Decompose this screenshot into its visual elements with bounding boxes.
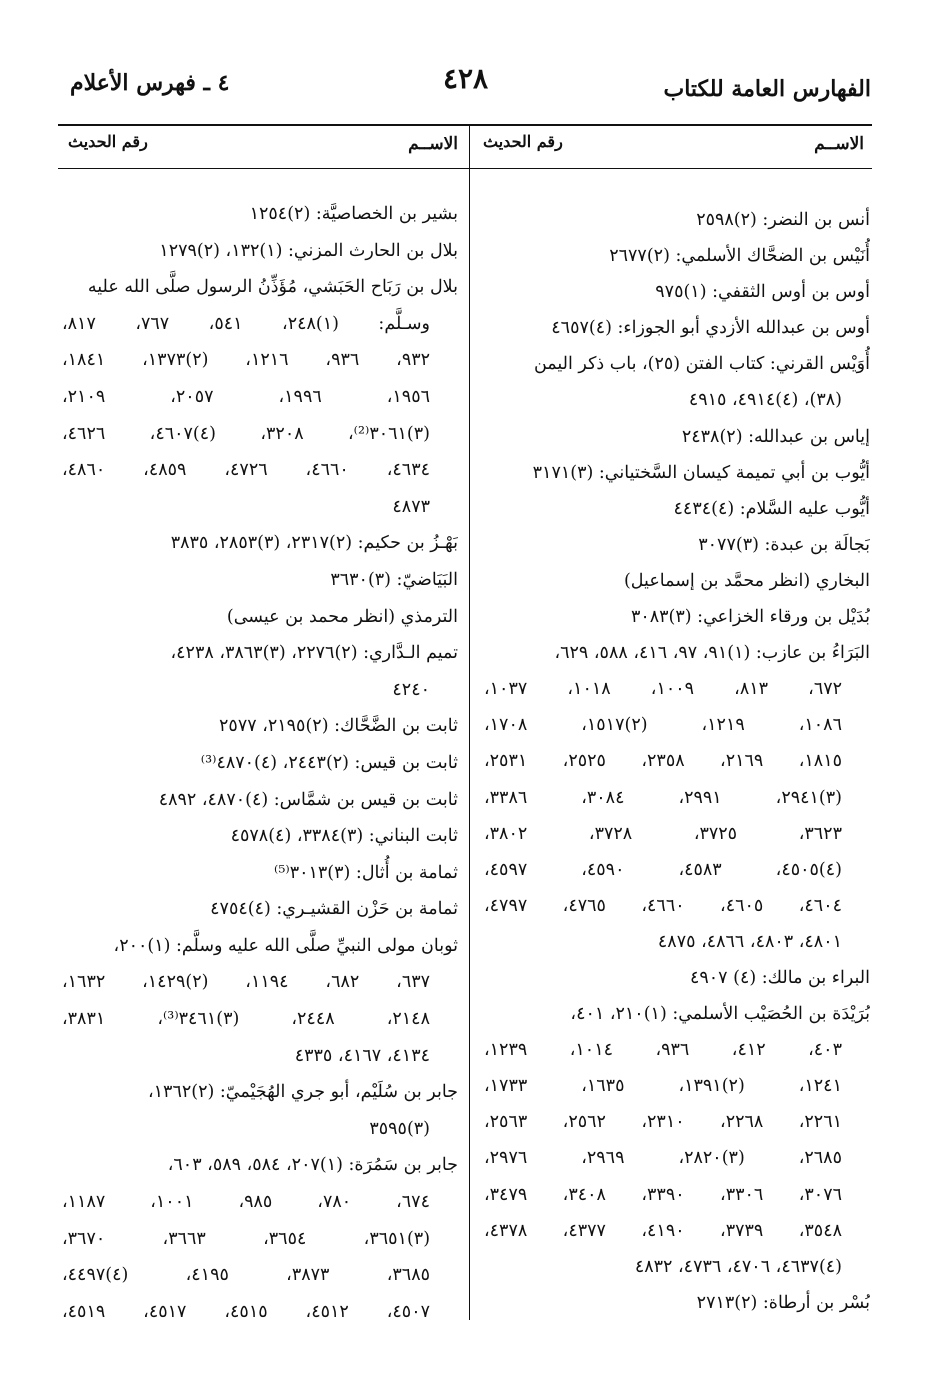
name-column-label: الاســم [814, 134, 864, 154]
column-divider [469, 124, 470, 1320]
index-entry: أوس بن عبدالله الأزدي أبو الجوزاء: (٤)٤٦٥٧ [551, 318, 870, 339]
index-entry: ثوبان مولى النبيِّ صلَّى الله عليه وسلَّم: (١)٢٠٠، [113, 935, 458, 956]
index-entry-continuation: ١٠٨٦، ١٢١٩، (٢)١٥١٧، ١٧٠٨، [484, 715, 842, 736]
index-entry: جابر بن سُلَيْم، أبو جري الهُجَيْميّ: (٢)١٣٦٢، [148, 1082, 458, 1103]
running-header [60, 62, 871, 106]
index-entry: بُسْر بن أرطاة: (٢)٢٧١٣ [696, 1292, 870, 1313]
index-entry: بلال بن الحارث المزني: (١)١٣٢، (٢)١٢٧٩ [159, 240, 458, 261]
index-entry-continuation: ٩٣٢، ٩٣٦، ١٢١٦، (٢)١٣٧٣، ١٨٤١، [62, 350, 431, 371]
header-rule [58, 124, 872, 126]
index-entry-continuation: (٣)٣٦٥١، ٣٦٥٤، ٣٦٦٣، ٣٦٧٠، [62, 1228, 431, 1249]
index-entry: أنس بن النضر: (٢)٢٥٩٨ [696, 210, 870, 230]
left-column-header [58, 128, 466, 164]
index-entry-continuation: ٣٠٧٦، ٣٣٠٦، ٣٣٩٠، ٣٤٠٨، ٣٤٧٩، [484, 1184, 843, 1205]
index-entry: بَهْـزُ بن حكيم: (٢)٢٣١٧، (٣)٢٨٥٣، ٣٨٣٥ [170, 533, 458, 554]
index-entry-continuation: (٣)٢٩٤١، ٢٩٩١، ٣٠٨٤، ٣٣٨٦، [484, 787, 842, 808]
index-entry: البَيَاضيّ: (٣)٣٦٣٠ [330, 569, 458, 590]
index-entry: جابر بن سَمُرَة: (١)٢٠٧، ٥٨٤، ٥٨٩، ٦٠٣، [167, 1155, 458, 1176]
index-entry-continuation: (٣)٣٥٩٥ [369, 1118, 430, 1139]
index-entry-continuation: ٣٦٢٣، ٣٧٢٥، ٣٧٢٨، ٣٨٠٢، [484, 823, 842, 844]
index-entry: ثابت بن قيس بن شمَّاس: (٤)٤٨٧٠، ٤٨٩٢ [158, 789, 458, 810]
index-entry: بَجالَة بن عبدة: (٣)٣٠٧٧ [698, 534, 870, 555]
index-entry-continuation: (٣٨)، (٤)٤٩١٤، ٤٩١٥ [688, 390, 842, 411]
index-entry-continuation: ٦٧٢، ٨١٣، ١٠٠٩، ١٠١٨، ١٠٣٧، [484, 679, 843, 700]
index-entry-continuation: (٣)٣٠٦١⁽²⁾، ٣٢٠٨، (٤)٤٦٠٧، ٤٦٢٦، [62, 423, 430, 444]
index-entry: بُدَيْل بن ورقاء الخزاعي: (٣)٣٠٨٣ [630, 607, 870, 628]
index-entry-continuation: ٤٢٤٠ [392, 679, 430, 700]
index-entry: بلال بن رَبَاح الحَبَشي، مُؤَذِّنُ الرسول صلَّى الله عليه [87, 277, 458, 298]
index-entry-continuation: ١٨١٥، ٢١٦٩، ٢٣٥٨، ٢٥٢٥، ٢٥٣١، [484, 751, 843, 772]
index-entry: ثمامة بن أُثال: (٣)٣٠١٣⁽⁵⁾ [274, 862, 458, 883]
index-entry-continuation: ٤٨٧٣ [392, 496, 430, 517]
column-header-rule [58, 168, 872, 169]
index-entry-continuation: ٢٦٨٥، (٣)٢٨٢٠، ٢٩٦٩، ٢٩٧٦، [484, 1148, 842, 1169]
index-entry-continuation: ٢١٤٨، ٢٤٤٨، (٣)٣٤٦١⁽³⁾، ٣٨٣١، [62, 1009, 430, 1030]
index-entry: تميم الـدَّاري: (٢)٢٢٧٦، (٣)٣٨٦٣، ٤٢٣٨، [170, 643, 458, 664]
index-entry: أوس بن أوس الثقفي: (١)٩٧٥ [655, 282, 870, 303]
right-column-header [473, 128, 872, 164]
index-entry: ثابت بن قيس: (٢)٢٤٤٣، (٤)٤٨٧٠⁽³⁾ [200, 752, 458, 773]
index-entry-continuation: ٦٣٧، ٦٨٢، ١١٩٤، (٢)١٤٢٩، ١٦٣٢، [62, 972, 431, 993]
index-entry-continuation: ٤٦٠٤، ٤٦٠٥، ٤٦٦٠، ٤٧٦٥، ٤٧٩٧، [484, 895, 843, 916]
index-entry-continuation: ٤٠٣، ٤١٢، ٩٣٦، ١٠١٤، ١٢٣٩، [484, 1040, 842, 1061]
hadith-number-column-label: رقم الحديث [483, 132, 563, 151]
index-section-title: ٤ ـ فهرس الأعلام [70, 70, 230, 96]
index-entry: ثابت بن الضَّحَّاك: (٢)٢١٩٥، ٢٥٧٧ [219, 716, 458, 737]
index-entry: ثمامة بن حَزْن القشيـري: (٤)٤٧٥٤ [210, 899, 458, 920]
index-entry: أيُّوب عليه السَّلام: (٤)٤٤٣٤ [673, 498, 870, 519]
index-entry: أيُّوب بن أبي تميمة كيسان السَّختياني: (٣)٣١٧١ [532, 462, 870, 483]
index-entry: البخاري (انظر محمَّد بن إسماعيل) [623, 570, 870, 591]
index-entry: البَرَاءُ بن عازب: (١)٩١، ٩٧، ٤١٦، ٥٨٨، ٦٢٩، [554, 643, 870, 664]
index-entry: الترمذي (انظر محمد بن عيسى) [226, 606, 458, 627]
index-entry-continuation: ٤٨٠١، ٤٨٠٣، ٤٨٦٦، ٤٨٧٥ [657, 931, 842, 952]
index-entry-continuation: ١٢٤١، (٢)١٣٩١، ١٦٣٥، ١٧٣٣، [484, 1076, 842, 1097]
index-entry: بُرَيْدَة بن الحُصَيْب الأسلمي: (١)٢١٠، ٤٠١، [570, 1004, 870, 1025]
index-entry-continuation: (٤)٤٦٣٧، ٤٧٠٦، ٤٧٣٦، ٤٨٣٢ [634, 1256, 842, 1277]
page-number: ٤٢٨ [442, 62, 489, 95]
index-entry: أُوَيْس القرني: كتاب الفتن (٢٥)، باب ذكر اليمن [533, 354, 870, 375]
name-column-label: الاســم [408, 134, 458, 154]
index-entry: بشير بن الخصاصيَّة: (٢)١٢٥٤ [249, 204, 458, 224]
book-section-title: الفهارس العامة للكتاب [663, 76, 871, 102]
left-column [62, 196, 458, 1330]
index-entry-continuation: ٤١٣٤، ٤١٦٧، ٤٣٣٥ [294, 1045, 430, 1066]
index-entry-continuation: ١٩٥٦، ١٩٩٦، ٢٠٥٧، ٢١٠٩، [62, 386, 431, 407]
index-entry-continuation: ٣٥٤٨، ٣٧٣٩، ٤١٩٠، ٤٣٧٧، ٤٣٧٨، [484, 1220, 843, 1241]
index-entry-continuation: وسـلَّم: (١)٢٤٨، ٥٤١، ٧٦٧، ٨١٧، [62, 313, 431, 334]
index-entry: إياس بن عبدالله: (٢)٢٤٣٨ [681, 426, 870, 447]
index-entry-continuation: (٤)٤٥٠٥، ٤٥٨٣، ٤٥٩٠، ٤٥٩٧، [484, 859, 842, 880]
index-entry: ثابت البناني: (٣)٣٣٨٤، (٤)٤٥٧٨ [230, 826, 458, 847]
index-entry-continuation: ٣٦٨٥، ٣٨٧٣، ٤١٩٥، (٤)٤٤٩٧، [62, 1265, 431, 1286]
index-entry-continuation: ٤٦٣٤، ٤٦٦٠، ٤٧٢٦، ٤٨٥٩، ٤٨٦٠، [62, 460, 431, 481]
index-entry-continuation: ٦٧٤، ٧٨٠، ٩٨٥، ١٠٠١، ١١٨٧، [62, 1192, 430, 1213]
index-entry-continuation: ٢٢٦١، ٢٢٦٨، ٢٣١٠، ٢٥٦٢، ٢٥٦٣، [484, 1112, 843, 1133]
index-entry: أُنَيْس بن الضحَّاك الأسلمي: (٢)٢٦٧٧ [609, 246, 870, 267]
index-entry: البراء بن مالك: (٤) ٤٩٠٧ [689, 967, 870, 988]
right-column [484, 202, 870, 1321]
index-entry-continuation: ٤٥٠٧، ٤٥١٢، ٤٥١٥، ٤٥١٧، ٤٥١٩، [62, 1301, 431, 1322]
hadith-number-column-label: رقم الحديث [68, 132, 148, 151]
